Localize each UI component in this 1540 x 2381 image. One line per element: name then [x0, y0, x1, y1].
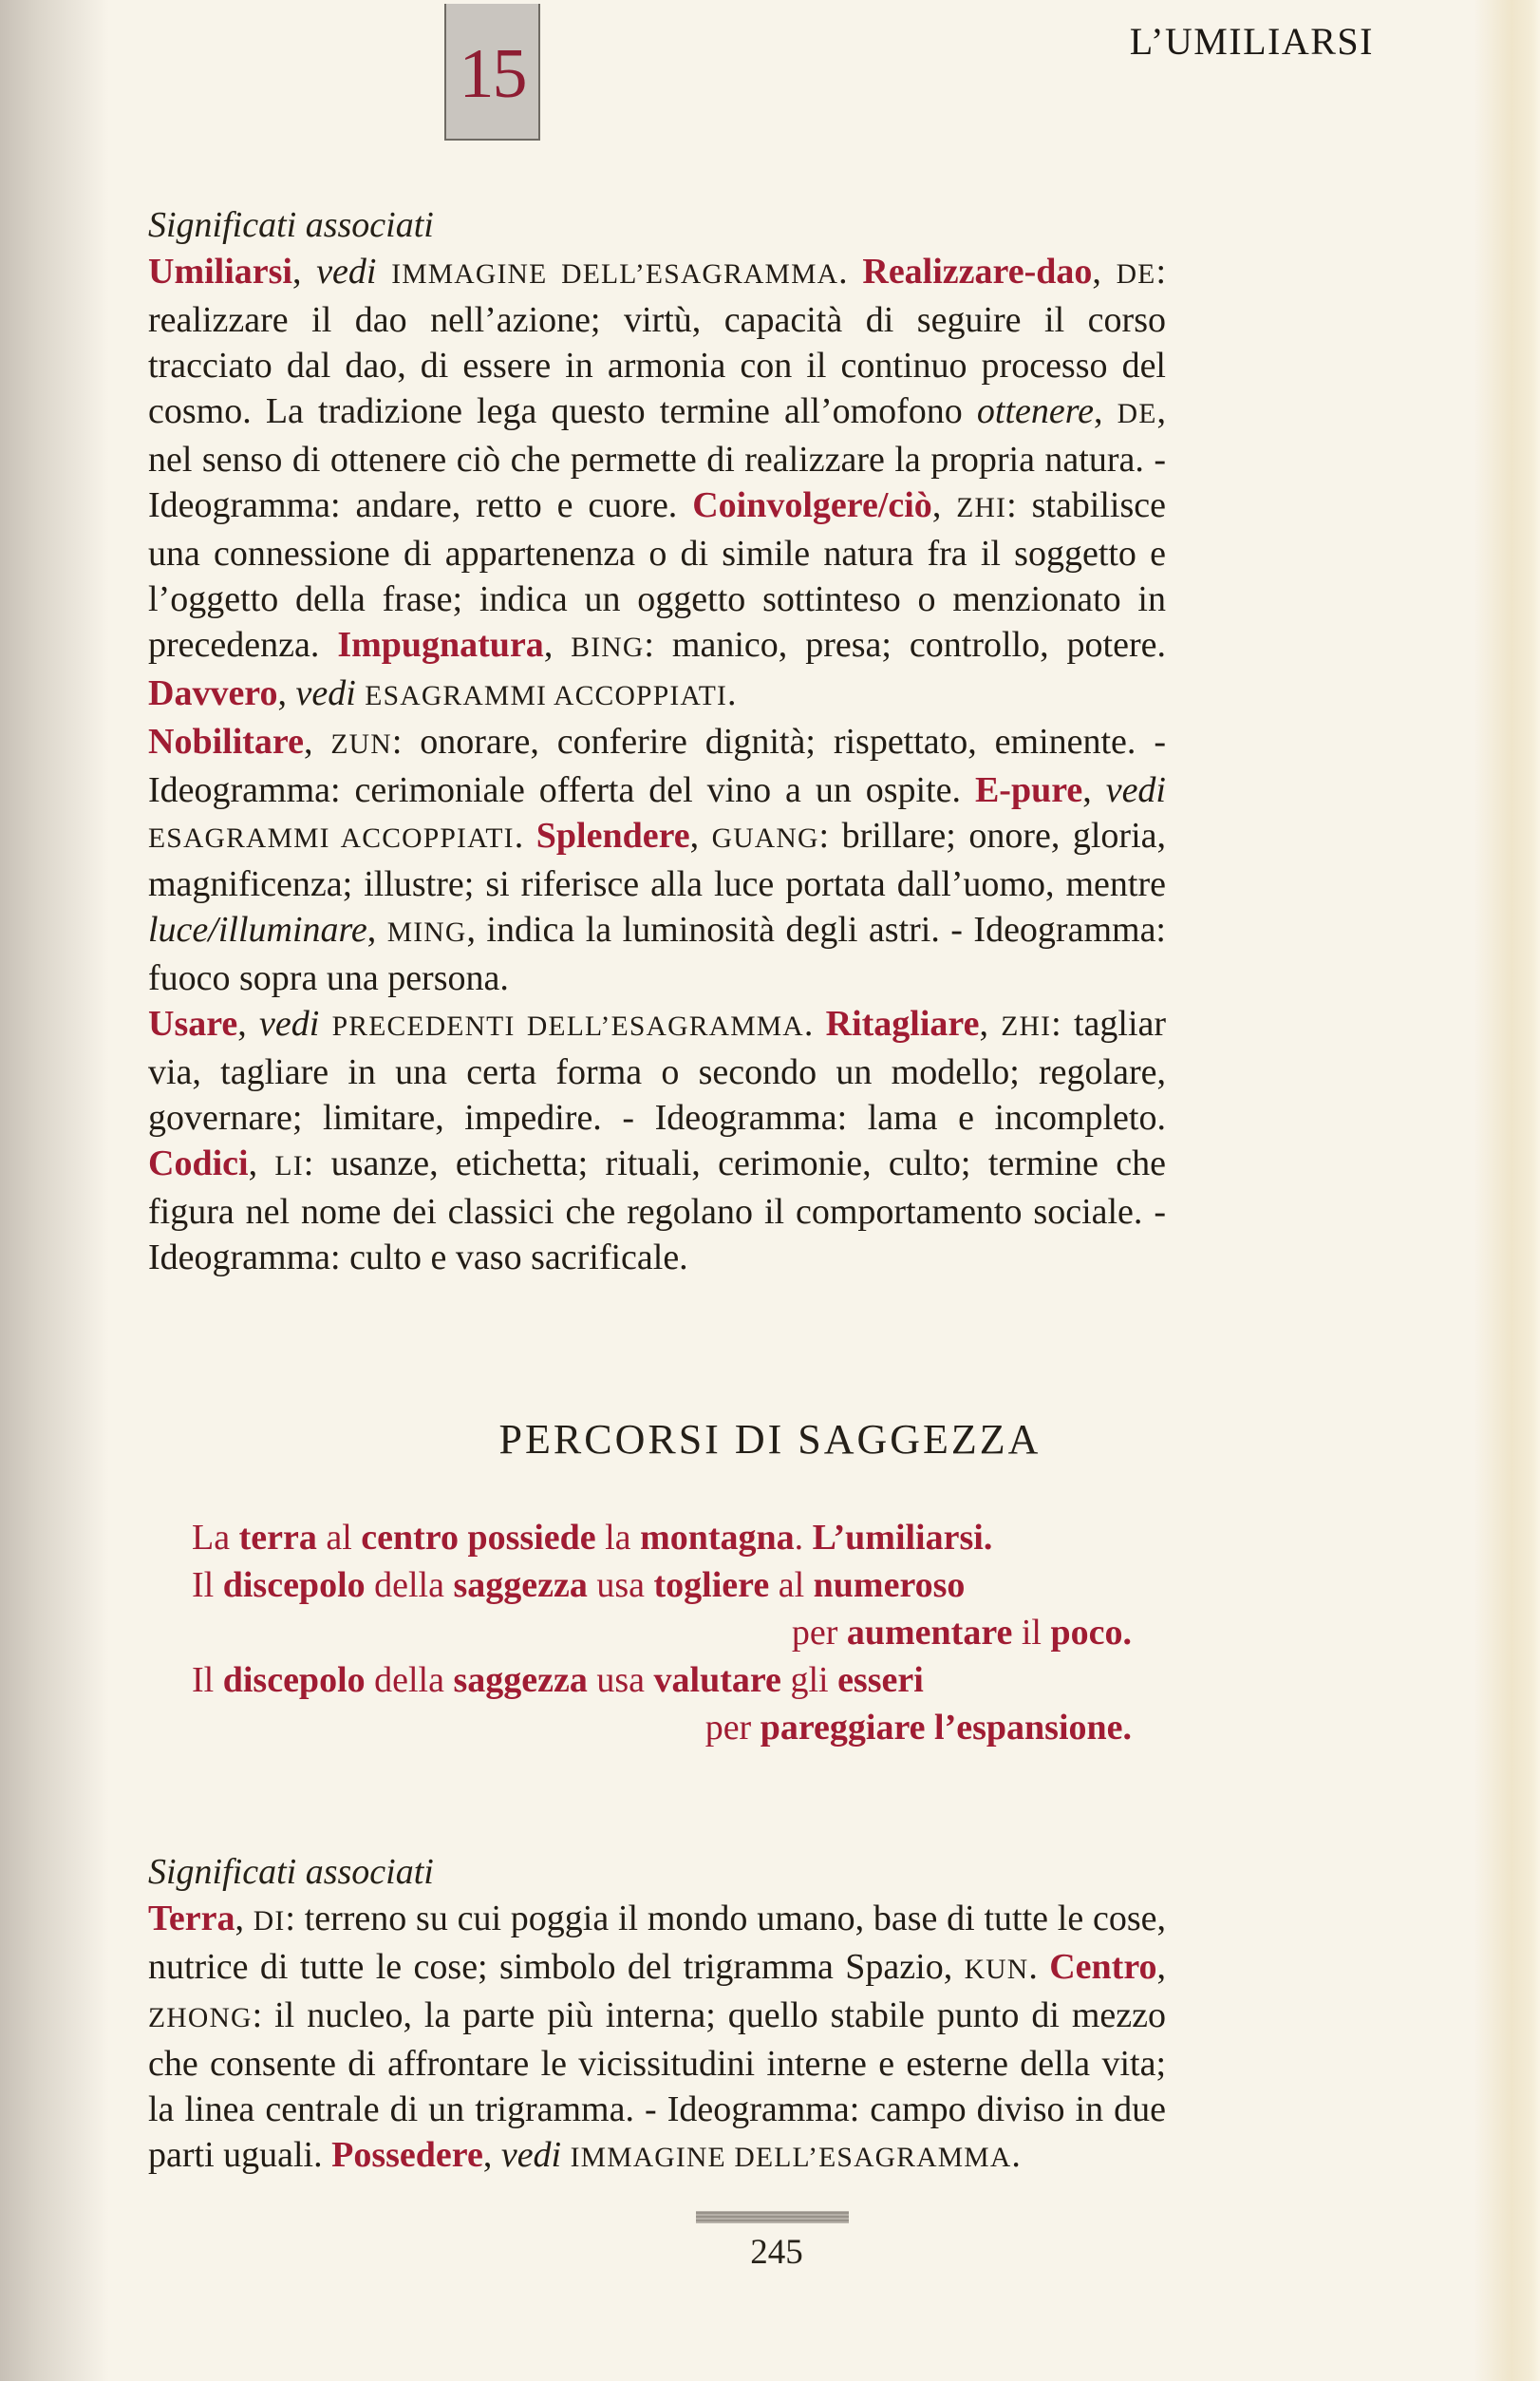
wisdom-verse	[192, 1514, 1132, 1751]
paragraph-terra-centro: Terra, DI: terreno su cui poggia il mondo umano, base di tutte le cose, nutrice di tutte le cose; simbolo del trigramma Spazio, KUN. Centro, ZHONG: il nucleo, la parte più interna; quello stabile punto di mezzo che consente di affrontare le vicissitudini interne e esterne della vita; la linea centrale di un trigramma. - Ideogramma: campo diviso in due parti uguali. Possedere, vedi IMMAGINE DELL’ESAGRAMMA.	[148, 1899, 1167, 2175]
chapter-number-box	[444, 4, 540, 141]
verse-line: per aumentare il poco.	[791, 1613, 1132, 1653]
paragraph-umiliarsi: Umiliarsi, vedi IMMAGINE DELL’ESAGRAMMA. Realizzare-dao, DE: realizzare il dao nell’azione; virtù, capacità di seguire il corso tracciato dal dao, di essere in armonia con il continuo processo del cosmo. La tradizione lega questo termine all’omofono ottenere, DE, nel senso di ottenere ciò che permette di realizzare la propria natura. - Ideogramma: andare, retto e cuore. Coinvolgere/ciò, ZHI: stabilisce una connessione di appartenenza o di simile natura fra il soggetto e l’oggetto della frase; indica un oggetto sottinteso o menzionato in precedenza. Impugnatura, BING: manico, presa; controllo, potere. Davvero, vedi ESAGRAMMI ACCOPPIATI.	[148, 252, 1167, 713]
running-title: L’UMILIARSI	[1129, 20, 1374, 63]
page-number: 245	[750, 2233, 803, 2272]
verse-line: Il discepolo della saggezza usa valutare gli esseri	[192, 1660, 924, 1700]
page-edge-band	[1474, 0, 1540, 2381]
chapter-number: 15	[459, 35, 526, 113]
footer-rule	[696, 2211, 849, 2223]
verse-line: per pareggiare l’espansione.	[704, 1708, 1132, 1748]
wisdom-section-heading: PERCORSI DI SAGGEZZA	[498, 1416, 1042, 1463]
associated-meanings-block-2	[148, 1896, 1166, 2181]
section-label-significati-associati: Significati associati	[148, 1852, 434, 1892]
section-label-significati-associati: Significati associati	[148, 205, 434, 245]
paragraph-usare: Usare, vedi PRECEDENTI DELL’ESAGRAMMA. Ritagliare, ZHI: tagliar via, tagliare in una certa forma o secondo un modello; regolare, governare; limitare, impedire. - Ideogramma: lama e incompleto. Codici, LI: usanze, etichetta; rituali, cerimonie, culto; termine che figura nel nome dei classici che regolano il comportamento sociale. - Ideogramma: culto e vaso sacrificale.	[148, 1004, 1167, 1277]
paragraph-nobilitare: Nobilitare, ZUN: onorare, conferire dignità; rispettato, eminente. - Ideogramma: cerimoniale offerta del vino a un ospite. E-pure, vedi ESAGRAMMI ACCOPPIATI. Splendere, GUANG: brillare; onore, gloria, magnificenza; illustre; si riferisce alla luce portata dall’uomo, mentre luce/illuminare, MING, indica la luminosità degli astri. - Ideogramma: fuoco sopra una persona.	[148, 722, 1167, 998]
associated-meanings-block-1	[148, 249, 1166, 1280]
verse-line: Il discepolo della saggezza usa togliere al numeroso	[192, 1565, 966, 1605]
verse-line: La terra al centro possiede la montagna. L’umiliarsi.	[192, 1518, 993, 1558]
page-gutter-shadow	[0, 0, 109, 2381]
